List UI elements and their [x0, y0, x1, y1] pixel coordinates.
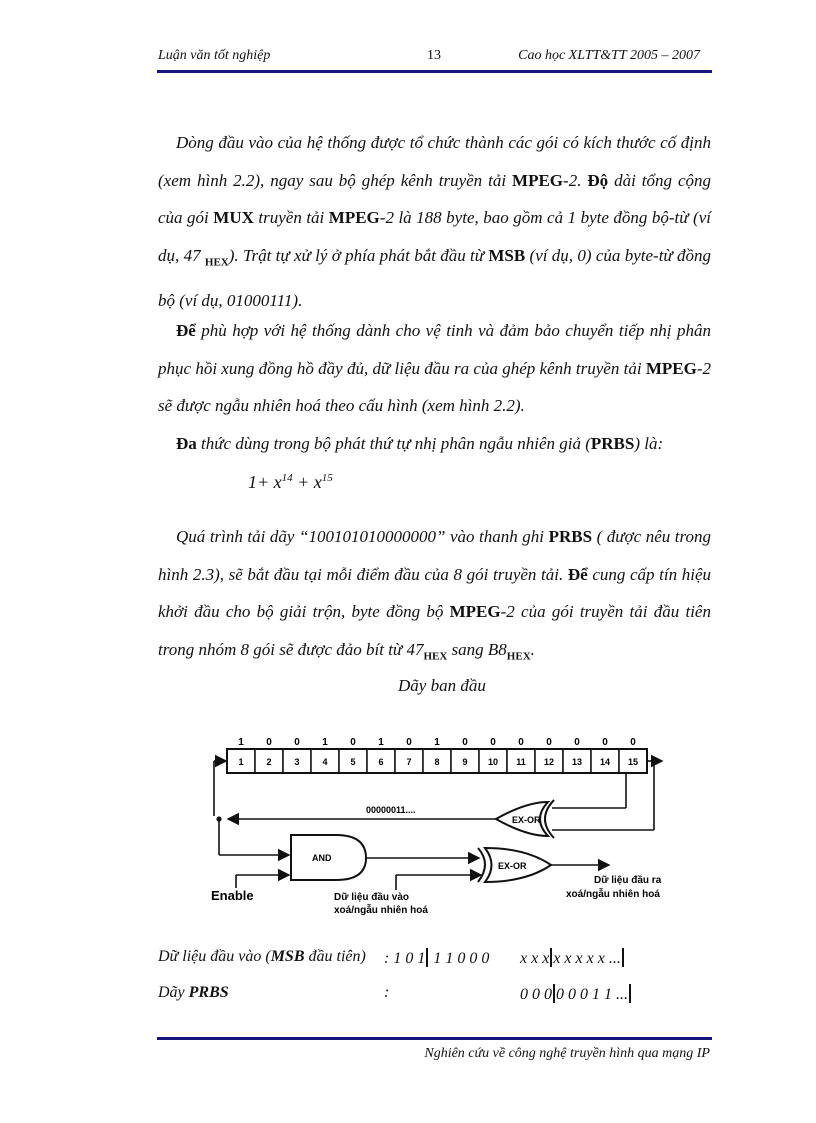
initial-bit-1: 1: [238, 737, 244, 748]
p4-text: cung cấp tín hiệu khởi đầu cho bộ giải trộn, byte đồng bộ: [158, 564, 711, 622]
p4-text: sang B8: [447, 640, 507, 660]
register-cell-number-3: 3: [294, 757, 300, 767]
register-cell-number-5: 5: [350, 757, 356, 767]
p4-bold: PRBS: [548, 527, 593, 546]
output-label-1: Dữ liệu đầu ra: [594, 875, 662, 886]
p3-bold: Đa: [176, 434, 197, 453]
initial-bit-14: 0: [602, 737, 608, 748]
header-rule: [157, 70, 712, 73]
shift-register-cells: [227, 749, 647, 773]
register-cell-number-1: 1: [238, 757, 244, 767]
paragraph-4: [158, 518, 711, 676]
p1-subscript: HEX: [204, 256, 229, 269]
xor2-label: EX-OR: [498, 861, 527, 871]
input-label-1: Dữ liệu đầu vào: [334, 892, 410, 903]
p1-bold: MPEG: [328, 208, 380, 228]
p2-bold: Để: [176, 321, 196, 340]
register-cell-number-7: 7: [406, 757, 412, 767]
block-separator: [550, 948, 552, 967]
p3-text: ) là:: [634, 434, 664, 453]
initial-bit-6: 1: [378, 737, 384, 748]
p1-text: ). Trật tự xử lý ở phía phát bắt đầu từ: [228, 246, 489, 266]
feedback-label: 00000011....: [366, 805, 416, 815]
prbs-scrambler-diagram: [196, 730, 676, 922]
initial-bit-11: 0: [518, 737, 524, 748]
register-cell-number-10: 10: [487, 757, 499, 767]
p1-bold: MUX: [213, 208, 254, 228]
initial-bit-5: 0: [350, 737, 356, 748]
p1-bold: MSB: [488, 246, 526, 266]
p1-text: -2.: [563, 170, 588, 190]
page-footer: Nghiên cứu về công nghệ truyền hình qua mạng IP: [424, 1046, 710, 1061]
initial-bit-10: 0: [490, 737, 496, 748]
p4-subscript: HEX: [506, 650, 531, 663]
p1-text: dài tổng cộng của gói: [158, 170, 711, 228]
register-cell-number-9: 9: [462, 757, 468, 767]
register-cell-number-15: 15: [627, 757, 639, 767]
p4-bold: MPEG: [449, 602, 501, 622]
p2-text: -2 sẽ được ngẫu nhiên hoá theo cấu hình (xem hình 2.2).: [158, 358, 711, 416]
footer-rule: [157, 1037, 712, 1040]
p1-text: truyền tải: [253, 208, 329, 228]
p4-subscript: HEX: [423, 650, 448, 663]
initial-bit-13: 0: [574, 737, 580, 748]
block-separator: [629, 984, 631, 1003]
register-cell-number-8: 8: [434, 757, 440, 767]
initial-bit-2: 0: [266, 737, 272, 748]
page-number: 13: [427, 48, 441, 63]
initial-bit-12: 0: [546, 737, 552, 748]
p3-bold: PRBS: [590, 434, 635, 453]
paragraph-3: [158, 425, 711, 463]
p1-text: -2 là 188 byte, bao gồm cả 1 byte đồng bộ-từ (ví dụ, 47: [158, 208, 711, 266]
input-label-2: xoá/ngẫu nhiên hoá: [334, 905, 428, 916]
register-cell-number-13: 13: [571, 757, 583, 767]
header-program: Cao học XLTT&TT 2005 – 2007: [518, 48, 700, 63]
register-cell-number-14: 14: [599, 757, 611, 767]
initial-bit-15: 0: [630, 737, 636, 748]
header-thesis-label: Luận văn tốt nghiệp: [158, 48, 271, 63]
register-cell-number-4: 4: [322, 757, 328, 767]
initial-bit-8: 1: [434, 737, 440, 748]
register-cell-number-6: 6: [378, 757, 384, 767]
page-header: [158, 48, 710, 70]
p4-text: ( được nêu trong hình 2.3), sẽ bắt đầu tại mỗi điểm đầu của 8 gói truyền tải.: [158, 527, 711, 584]
register-cell-number-11: 11: [516, 757, 526, 767]
p4-text: .: [530, 640, 535, 660]
polynomial-formula: $1+ x^{14} + x^{15}$: [248, 472, 333, 492]
initial-bit-9: 0: [462, 737, 468, 748]
initial-bit-4: 1: [322, 737, 328, 748]
prbs-row: Dãy PRBS : 0 0 0 0 0 0 1 1 ...: [158, 984, 229, 1002]
p4-bold: Để: [567, 564, 588, 584]
p1-bold: Độ: [587, 170, 609, 190]
initial-bit-3: 0: [294, 737, 300, 748]
p3-text: thức dùng trong bộ phát thứ tự nhị phân ngẫu nhiên giả (: [196, 434, 591, 453]
output-label-2: xoá/ngẫu nhiên hoá: [566, 889, 660, 900]
p2-text: phù hợp với hệ thống dành cho vệ tinh và đảm bảo chuyển tiếp nhị phân phục hồi xung đồng hồ đầy đủ, dữ liệu đầu ra của ghép kênh truyền tải: [158, 321, 711, 378]
p4-text: -2 của gói truyền tải đầu tiên trong nhóm 8 gói sẽ được đảo bít từ 47: [158, 602, 711, 660]
input-data-row: Dữ liệu đầu vào (MSB đầu tiên) : 1 0 1 1 1 0 0 0 x x x x x x x x ...: [158, 948, 366, 966]
figure-caption: Dãy ban đầu: [398, 676, 486, 695]
block-separator: [553, 984, 555, 1003]
register-cell-number-12: 12: [543, 757, 555, 767]
enable-label: Enable: [211, 888, 254, 903]
p2-bold: MPEG: [645, 358, 697, 378]
paragraph-2: [158, 312, 711, 425]
p1-text: Dòng đầu vào của hệ thống được tổ chức thành các gói có kích thước cố định (xem hình 2.2), ngay sau bộ ghép kênh truyền tải: [158, 133, 711, 190]
initial-bits-row: [238, 737, 636, 748]
register-cell-number-2: 2: [266, 757, 272, 767]
p1-bold: MPEG: [512, 170, 564, 190]
p4-text: Quá trình tải dãy “100101010000000” vào thanh ghi: [176, 527, 549, 546]
initial-bit-7: 0: [406, 737, 412, 748]
paragraph-1: [158, 124, 711, 320]
xor1-label: EX-OR: [512, 815, 541, 825]
and-label: AND: [312, 853, 332, 863]
p1-text: (ví dụ, 0) của byte-từ đồng bộ (ví dụ, 01000111).: [158, 246, 712, 311]
block-separator: [622, 948, 624, 967]
